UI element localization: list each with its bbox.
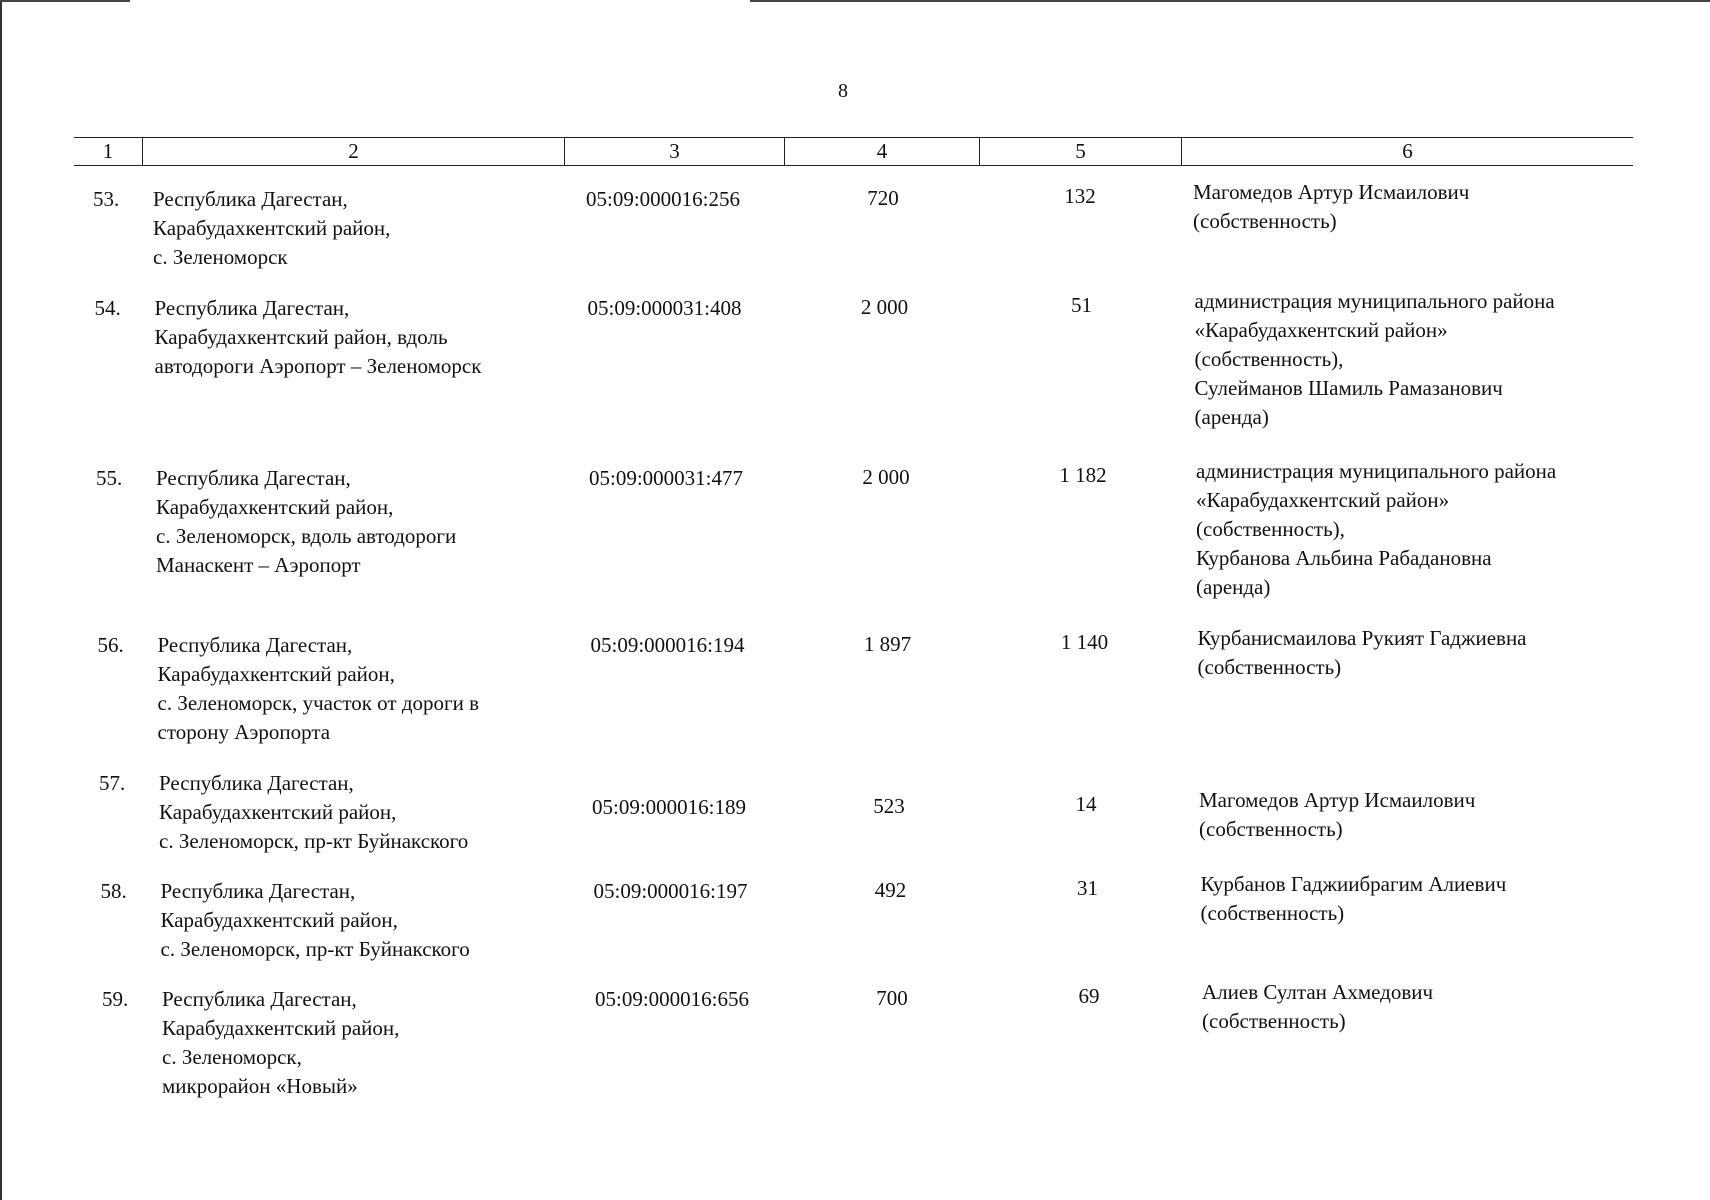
header-col-3: 3 bbox=[564, 138, 784, 165]
owner-cell bbox=[1195, 287, 1635, 432]
owner-line: Магомедов Артур Исмаилович bbox=[1199, 788, 1476, 812]
address-cell bbox=[159, 769, 579, 856]
address-line: Карабудахкентский район, bbox=[160, 908, 398, 932]
address-line: Республика Дагестан, bbox=[159, 771, 354, 795]
address-line: с. Зеленоморск, вдоль автодороги bbox=[156, 524, 457, 548]
owner-line: Курбанова Альбина Рабадановна bbox=[1196, 546, 1492, 570]
area-value: 1 897 bbox=[863, 632, 912, 656]
owner-line: (собственность), bbox=[1194, 347, 1344, 371]
owner-cell bbox=[1193, 178, 1633, 236]
cadastral-number: 05:09:000031:477 bbox=[589, 466, 744, 490]
address-line: Республика Дагестан, bbox=[156, 466, 351, 490]
owner-cell bbox=[1201, 870, 1641, 928]
address-line: Карабудахкентский район, bbox=[153, 216, 391, 240]
owner-line: Алиев Султан Ахмедович bbox=[1202, 980, 1434, 1004]
row-number: 56. bbox=[97, 633, 124, 657]
header-col-1: 1 bbox=[102, 139, 114, 163]
row-number: 54. bbox=[94, 296, 121, 320]
owner-line: Курбанов Гаджиибрагим Алиевич bbox=[1200, 872, 1507, 896]
address-line: Республика Дагестан, bbox=[154, 296, 350, 320]
col5-value: 1 140 bbox=[1060, 630, 1109, 654]
address-line: автодороги Аэропорт – Зеленоморск bbox=[154, 354, 482, 378]
owner-line: Курбанисмаилова Рукият Гаджиевна bbox=[1197, 626, 1527, 650]
address-cell bbox=[155, 294, 575, 381]
address-line: Карабудахкентский район, bbox=[156, 495, 394, 519]
area-value: 2 000 bbox=[860, 295, 909, 319]
owner-line: администрация муниципального района bbox=[1194, 289, 1555, 313]
owner-line: (собственность) bbox=[1199, 817, 1343, 841]
cadastral-number: 05:09:000016:197 bbox=[593, 879, 748, 903]
address-line: с. Зеленоморск, участок от дороги в bbox=[157, 691, 480, 715]
col5-value: 51 bbox=[1071, 293, 1092, 317]
owner-line: (собственность) bbox=[1202, 1009, 1346, 1033]
address-line: сторону Аэропорта bbox=[157, 720, 331, 744]
address-line: Карабудахкентский район, bbox=[162, 1016, 400, 1040]
address-cell bbox=[156, 464, 576, 580]
address-line: Карабудахкентский район, bbox=[157, 662, 395, 686]
scan-top-line bbox=[0, 0, 130, 2]
col5-value: 1 182 bbox=[1059, 463, 1107, 487]
owner-line: Магомедов Артур Исмаилович bbox=[1193, 180, 1470, 204]
scan-top-line bbox=[750, 0, 1710, 2]
col5-value: 132 bbox=[1064, 184, 1096, 208]
address-cell bbox=[161, 877, 581, 964]
cadastral-number: 05:09:000016:189 bbox=[592, 795, 747, 819]
address-line: Республика Дагестан, bbox=[160, 879, 356, 903]
address-line: с. Зеленоморск, пр-кт Буйнакского bbox=[159, 829, 469, 853]
col5-value: 31 bbox=[1077, 876, 1098, 900]
col5-value: 69 bbox=[1078, 984, 1100, 1008]
row-number: 53. bbox=[93, 187, 120, 211]
cadastral-number: 05:09:000031:408 bbox=[587, 296, 742, 320]
owner-line: (собственность) bbox=[1193, 209, 1337, 233]
area-value: 2 000 bbox=[862, 465, 910, 489]
header-col-4: 4 bbox=[784, 138, 979, 165]
header-col-6: 6 bbox=[1181, 138, 1633, 165]
owner-cell bbox=[1202, 978, 1642, 1036]
address-line: с. Зеленоморск bbox=[153, 245, 288, 269]
row-number: 58. bbox=[100, 879, 127, 903]
address-line: с. Зеленоморск, bbox=[162, 1045, 302, 1069]
col5-value: 14 bbox=[1075, 792, 1097, 816]
owner-cell bbox=[1196, 457, 1636, 602]
address-line: Республика Дагестан, bbox=[157, 633, 353, 657]
table-header bbox=[74, 137, 1633, 166]
address-cell bbox=[153, 185, 573, 272]
address-line: Карабудахкентский район, вдоль bbox=[154, 325, 448, 349]
owner-line: (аренда) bbox=[1194, 405, 1269, 429]
page-number: 8 bbox=[838, 80, 848, 102]
area-value: 492 bbox=[874, 878, 907, 902]
header-col-2: 2 bbox=[142, 138, 564, 165]
area-value: 700 bbox=[876, 986, 908, 1010]
cadastral-number: 05:09:000016:256 bbox=[586, 187, 741, 211]
address-line: Республика Дагестан, bbox=[153, 187, 348, 211]
owner-line: (собственность) bbox=[1197, 655, 1342, 679]
address-cell bbox=[162, 985, 582, 1101]
area-value: 720 bbox=[867, 186, 899, 210]
cadastral-number: 05:09:000016:656 bbox=[595, 987, 750, 1011]
owner-line: (собственность) bbox=[1200, 901, 1345, 925]
owner-cell bbox=[1199, 786, 1639, 844]
address-line: с. Зеленоморск, пр-кт Буйнакского bbox=[160, 937, 470, 961]
address-line: микрорайон «Новый» bbox=[162, 1074, 358, 1098]
area-value: 523 bbox=[873, 794, 905, 818]
owner-line: (собственность), bbox=[1196, 517, 1345, 541]
address-line: Республика Дагестан, bbox=[162, 987, 357, 1011]
owner-line: (аренда) bbox=[1196, 575, 1271, 599]
owner-line: «Карабудахкентский район» bbox=[1194, 318, 1448, 342]
owner-line: администрация муниципального района bbox=[1196, 459, 1557, 483]
row-number: 59. bbox=[102, 987, 129, 1011]
owner-line: Сулейманов Шамиль Рамазанович bbox=[1194, 376, 1503, 400]
address-line: Манаскент – Аэропорт bbox=[156, 553, 361, 577]
address-cell bbox=[158, 631, 578, 747]
row-number: 55. bbox=[96, 466, 123, 490]
owner-cell bbox=[1198, 624, 1638, 682]
scan-left-edge bbox=[0, 0, 2, 1200]
owner-line: «Карабудахкентский район» bbox=[1196, 488, 1450, 512]
row-number: 57. bbox=[99, 771, 126, 795]
header-col-5: 5 bbox=[979, 138, 1181, 165]
address-line: Карабудахкентский район, bbox=[159, 800, 397, 824]
cadastral-number: 05:09:000016:194 bbox=[590, 633, 745, 657]
